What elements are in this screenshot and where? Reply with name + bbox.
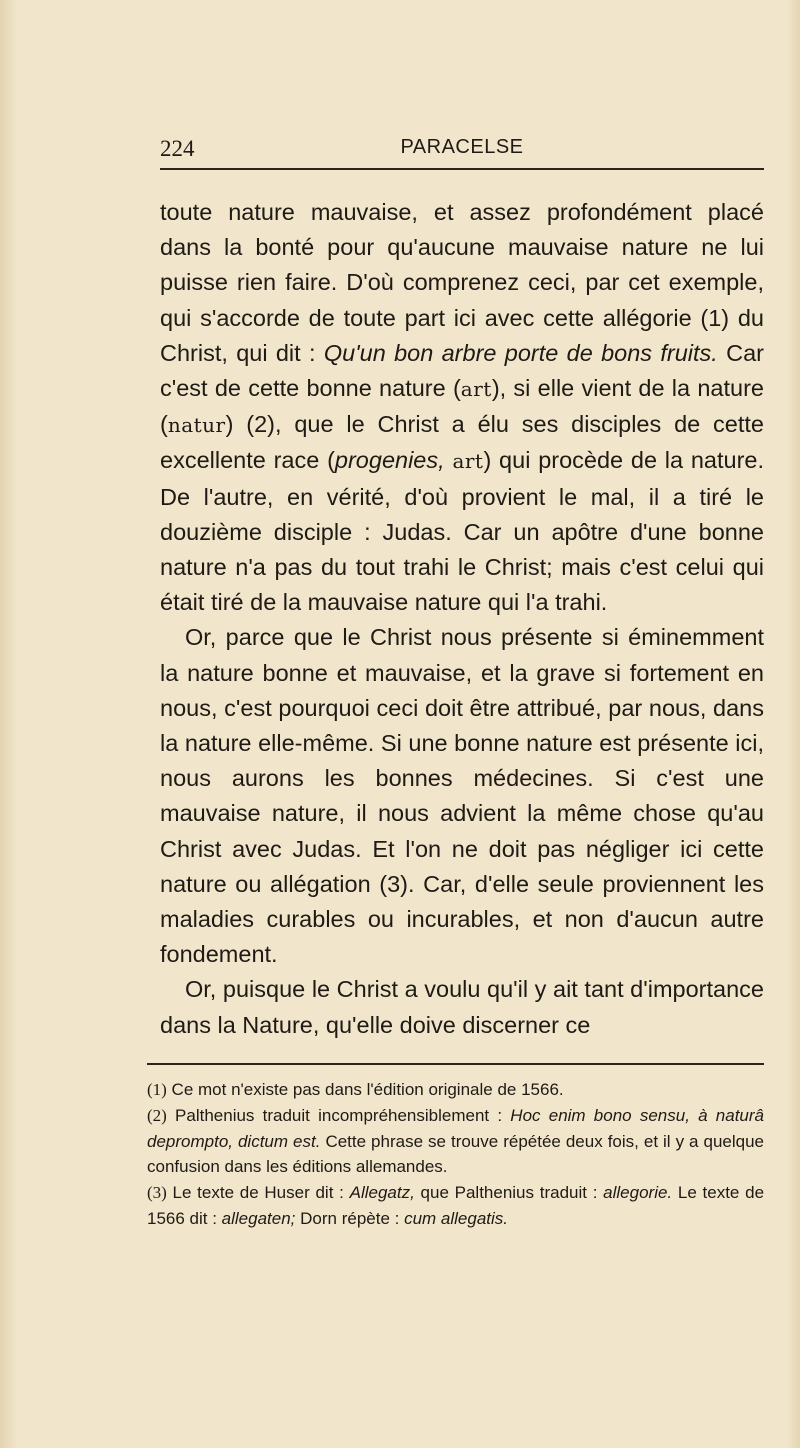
footnote-number: (1)	[147, 1080, 167, 1099]
footnote-2	[147, 1103, 764, 1180]
page-number: 224	[160, 136, 195, 161]
footnotes	[147, 1077, 764, 1232]
italic-term: progenies,	[334, 447, 445, 474]
text-run: Car c'est de cette bonne nature (	[160, 339, 764, 402]
paragraph-3: Or, puisque le Christ a voulu qu'il y ait tant d'importance dans la Nature, qu'elle doive discerner ce	[160, 976, 764, 1038]
gothic-word: natur	[167, 413, 226, 438]
text-run: ), si elle vient de la nature (	[160, 375, 764, 438]
footnote-text: Dorn répète :	[295, 1208, 405, 1228]
footnote-italic: allegorie.	[603, 1183, 673, 1203]
page-header	[160, 132, 764, 172]
text-run: toute nature mauvaise, et assez profondément placé dans la bonté pour qu'aucune mauvaise nature ne lui puisse rien faire. D'où comprenez ceci, par cet exemple, qui s'accorde de toute part ici avec cette allégorie (1) du Christ, qui dit :	[160, 199, 764, 366]
footnote-1	[147, 1077, 764, 1103]
footnote-italic: Hoc enim bono sensu, à naturâ deprompto, dictum est.	[147, 1105, 764, 1151]
footnote-text: Le texte de Huser dit :	[166, 1183, 350, 1203]
footnote-italic: allegaten;	[221, 1208, 296, 1228]
footnote-text: Cette phrase se trouve répétée deux fois, et il y a quelque confusion dans les éditions allemandes.	[147, 1131, 764, 1177]
footnote-text: Ce mot n'existe pas dans l'édition originale de 1566.	[166, 1080, 564, 1099]
text-run: ) (2), que le Christ a élu ses disciples de cette excellente race (	[160, 411, 764, 474]
footnote-italic: Allegatz,	[349, 1183, 415, 1203]
page-right-edge	[786, 0, 800, 1448]
footnote-number: (2)	[147, 1105, 167, 1125]
page-left-edge	[0, 0, 18, 1448]
italic-quote: Qu'un bon arbre porte de bons fruits.	[323, 339, 718, 366]
gothic-word: art	[452, 449, 484, 474]
footnote-rule	[147, 1063, 764, 1065]
footnote-text: que Palthenius traduit :	[414, 1183, 604, 1203]
header-rule	[160, 168, 764, 170]
footnote-text: Palthenius traduit incompréhensiblement :	[166, 1105, 511, 1125]
paragraph-2: Or, parce que le Christ nous présente si éminemment la nature bonne et mauvaise, et la grave si fortement en nous, c'est pourquoi ceci doit être attribué, par nous, dans la nature elle-même. Si une bonne nature est présente ici, nous aurons les bonnes médecines. Si c'est une mauvaise nature, il nous advient la même chose qu'au Christ avec Judas. Et l'on ne doit pas négliger ici cette nature ou allégation (3). Car, d'elle seule proviennent les maladies curables ou incurables, et non d'aucun autre fondement.	[160, 624, 764, 968]
footnote-text: Le texte de 1566 dit :	[147, 1183, 765, 1228]
gothic-word: art	[460, 377, 492, 402]
text-run: ) qui procède de la nature. De l'autre, en vérité, d'où provient le mal, il a tiré le douzième disciple : Judas. Car un apôtre d'une bonne nature n'a pas du tout trahi le Christ; mais c'est celui qui était tiré de la mauvaise nature qui l'a trahi.	[160, 447, 765, 616]
paragraph-1	[160, 195, 764, 620]
body-text	[160, 195, 764, 1043]
footnote-3	[147, 1180, 764, 1232]
footnote-italic: cum allegatis.	[404, 1208, 509, 1228]
footnote-number: (3)	[147, 1183, 167, 1203]
running-title: PARACELSE	[400, 136, 524, 158]
